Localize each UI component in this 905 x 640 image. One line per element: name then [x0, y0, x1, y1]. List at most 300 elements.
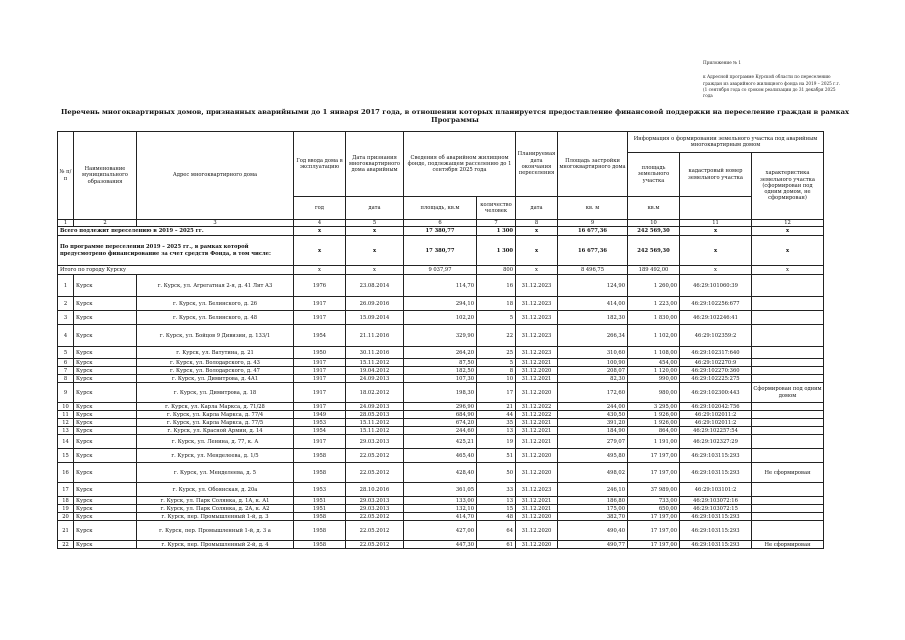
header-built-area: Площадь застройки многоквартирного дома: [558, 132, 628, 197]
total-cell: х: [346, 227, 404, 236]
total-cell: х: [680, 227, 752, 236]
address-cell: г. Курск, ул. Ватутина, д. 21: [137, 347, 294, 359]
built-area-cell: 279,07: [558, 435, 628, 449]
year-built-cell: 1958: [294, 521, 346, 541]
people-count-cell: 48: [477, 513, 516, 521]
land-characteristic-cell: [752, 347, 824, 359]
planned-date-cell: 31.12.2020: [516, 521, 558, 541]
row-num-cell: 22: [58, 541, 74, 549]
row-num-cell: 11: [58, 411, 74, 419]
total-cell: х: [680, 266, 752, 275]
table-row: [58, 513, 824, 521]
area-sqm-cell: 674,20: [404, 419, 477, 427]
row-num-cell: 20: [58, 513, 74, 521]
municipality-cell: Курск: [74, 383, 137, 403]
land-area-cell: 17 197,00: [628, 449, 680, 463]
built-area-cell: 490,40: [558, 521, 628, 541]
col-number: 11: [680, 220, 752, 227]
planned-date-cell: 31.12.2021: [516, 505, 558, 513]
land-characteristic-cell: [752, 521, 824, 541]
date-recognized-cell: 30.11.2016: [346, 347, 404, 359]
total-cell: х: [294, 236, 346, 266]
land-area-cell: 990,00: [628, 375, 680, 383]
table-row: [58, 359, 824, 367]
built-area-cell: 182,30: [558, 311, 628, 325]
cadastral-number-cell: 46:29:102359:2: [680, 325, 752, 347]
area-sqm-cell: 132,10: [404, 505, 477, 513]
municipality-cell: Курск: [74, 325, 137, 347]
cadastral-number-cell: 46:29:102317:640: [680, 347, 752, 359]
land-characteristic-cell: [752, 497, 824, 505]
year-built-cell: 1917: [294, 297, 346, 311]
land-area-cell: 17 197,00: [628, 463, 680, 483]
page-title: Перечень многоквартирных домов, признанных аварийными до 1 января 2017 года, в отношении которых планируется предоставление финансовой поддержки на переселение граждан в рамках Программы: [60, 108, 850, 124]
date-recognized-cell: 21.11.2016: [346, 325, 404, 347]
year-built-cell: 1958: [294, 513, 346, 521]
land-characteristic-cell: [752, 483, 824, 497]
land-area-cell: 1 926,00: [628, 419, 680, 427]
built-area-cell: 186,80: [558, 497, 628, 505]
people-count-cell: 15: [477, 505, 516, 513]
table-row: [58, 325, 824, 347]
date-recognized-cell: 22.05.2012: [346, 521, 404, 541]
municipality-cell: Курск: [74, 347, 137, 359]
unit-area: площадь, кв.м: [404, 197, 477, 220]
appendix-text: к Адресной программе Курской области по переселению граждан из аварийного жилищного фонда на 2019 – 2025 г.г. (1 сентября года со сроком реализации до 31 декабря 2025 года: [703, 74, 841, 99]
table-row: [58, 311, 824, 325]
land-area-cell: 1 102,00: [628, 325, 680, 347]
year-built-cell: 1917: [294, 367, 346, 375]
row-num-cell: 12: [58, 419, 74, 427]
appendix-label: Приложение № 1: [703, 60, 741, 65]
total-label: Всего подлежит переселению в 2019 – 2025 гг.: [58, 227, 294, 236]
land-characteristic-cell: [752, 419, 824, 427]
header-municipality: Наименование муниципального образования: [74, 132, 137, 220]
people-count-cell: 13: [477, 427, 516, 435]
row-num-cell: 5: [58, 347, 74, 359]
date-recognized-cell: 24.09.2013: [346, 403, 404, 411]
date-recognized-cell: 22.05.2012: [346, 541, 404, 549]
area-sqm-cell: 294,10: [404, 297, 477, 311]
built-area-cell: 82,30: [558, 375, 628, 383]
planned-date-cell: 31.12.2023: [516, 275, 558, 297]
total-row-city: [58, 266, 824, 275]
land-area-cell: 864,00: [628, 427, 680, 435]
cadastral-number-cell: 46:29:103101:2: [680, 483, 752, 497]
table-row: [58, 419, 824, 427]
municipality-cell: Курск: [74, 427, 137, 435]
people-count-cell: 18: [477, 297, 516, 311]
people-count-cell: 35: [477, 419, 516, 427]
row-num-cell: 18: [58, 497, 74, 505]
year-built-cell: 1954: [294, 325, 346, 347]
address-cell: г. Курск, ул. Карла Маркса, д. 71/28: [137, 403, 294, 411]
municipality-cell: Курск: [74, 521, 137, 541]
date-recognized-cell: 22.05.2012: [346, 513, 404, 521]
area-sqm-cell: 465,40: [404, 449, 477, 463]
table-row: [58, 505, 824, 513]
table-row: [58, 497, 824, 505]
total-cell: х: [346, 266, 404, 275]
land-area-cell: 1 223,00: [628, 297, 680, 311]
row-num-cell: 1: [58, 275, 74, 297]
table-row: [58, 403, 824, 411]
people-count-cell: 5: [477, 311, 516, 325]
row-num-cell: 10: [58, 403, 74, 411]
total-label: Итого по городу Курску: [58, 266, 294, 275]
municipality-cell: Курск: [74, 483, 137, 497]
address-cell: г. Курск, ул. Агрегатная 2-я, д. 41 Лит А3: [137, 275, 294, 297]
built-area-cell: 391,20: [558, 419, 628, 427]
land-characteristic-cell: [752, 311, 824, 325]
date-recognized-cell: 24.09.2013: [346, 375, 404, 383]
people-count-cell: 44: [477, 411, 516, 419]
area-sqm-cell: 427,00: [404, 521, 477, 541]
people-count-cell: 21: [477, 403, 516, 411]
col-number: 10: [628, 220, 680, 227]
people-count-cell: 22: [477, 325, 516, 347]
land-area-cell: 1 191,00: [628, 435, 680, 449]
built-area-cell: 100,90: [558, 359, 628, 367]
land-area-cell: 650,00: [628, 505, 680, 513]
land-characteristic-cell: [752, 367, 824, 375]
people-count-cell: 19: [477, 435, 516, 449]
year-built-cell: 1949: [294, 411, 346, 419]
municipality-cell: Курск: [74, 449, 137, 463]
address-cell: г. Курск, ул. Бойцов 9 Дивизии, д. 133/1: [137, 325, 294, 347]
header-date-recognized: Дата признания многоквартирного дома аварийным: [346, 132, 404, 197]
unit-date: дата: [346, 197, 404, 220]
table-row: [58, 541, 824, 549]
land-area-cell: 1 108,00: [628, 347, 680, 359]
row-num-cell: 15: [58, 449, 74, 463]
table-row: [58, 297, 824, 311]
planned-date-cell: 31.12.2020: [516, 383, 558, 403]
unit-year: год: [294, 197, 346, 220]
area-sqm-cell: 102,20: [404, 311, 477, 325]
col-number: 5: [346, 220, 404, 227]
municipality-cell: Курск: [74, 311, 137, 325]
address-cell: г. Курск, ул. Менделеева, д. 1/5: [137, 449, 294, 463]
col-number: 3: [137, 220, 294, 227]
table-row: [58, 449, 824, 463]
row-num-cell: 3: [58, 311, 74, 325]
planned-date-cell: 31.12.2021: [516, 497, 558, 505]
planned-date-cell: 31.12.2020: [516, 541, 558, 549]
total-cell: 242 569,30: [628, 236, 680, 266]
planned-date-cell: 31.12.2022: [516, 403, 558, 411]
year-built-cell: 1953: [294, 419, 346, 427]
total-cell: 17 380,77: [404, 236, 477, 266]
area-sqm-cell: 133,00: [404, 497, 477, 505]
planned-date-cell: 31.12.2023: [516, 311, 558, 325]
address-cell: г. Курск, ул. Парк Солянка, д. 2А, к. А2: [137, 505, 294, 513]
people-count-cell: 25: [477, 347, 516, 359]
table-row: [58, 427, 824, 435]
row-num-cell: 19: [58, 505, 74, 513]
built-area-cell: 172,60: [558, 383, 628, 403]
date-recognized-cell: 28.10.2016: [346, 483, 404, 497]
people-count-cell: 64: [477, 521, 516, 541]
municipality-cell: Курск: [74, 513, 137, 521]
total-cell: х: [294, 227, 346, 236]
cadastral-number-cell: 46:29:103115:293: [680, 521, 752, 541]
column-numbers-row: [58, 220, 824, 227]
header-year-built: Год ввода дома в эксплуатацию: [294, 132, 346, 197]
land-characteristic-cell: [752, 427, 824, 435]
address-cell: г. Курск, пер. Промышленный 2-й, д. 4: [137, 541, 294, 549]
year-built-cell: 1953: [294, 483, 346, 497]
planned-date-cell: 31.12.2020: [516, 463, 558, 483]
year-built-cell: 1951: [294, 505, 346, 513]
land-characteristic-cell: [752, 411, 824, 419]
row-num-cell: 2: [58, 297, 74, 311]
municipality-cell: Курск: [74, 297, 137, 311]
date-recognized-cell: 18.02.2012: [346, 383, 404, 403]
col-number: 8: [516, 220, 558, 227]
col-number: 7: [477, 220, 516, 227]
planned-date-cell: 31.12.2023: [516, 325, 558, 347]
area-sqm-cell: 107,30: [404, 375, 477, 383]
header-land-area: площадь земельного участка: [628, 153, 680, 197]
people-count-cell: 17: [477, 383, 516, 403]
land-area-cell: 1 926,00: [628, 411, 680, 419]
municipality-cell: Курск: [74, 367, 137, 375]
cadastral-number-cell: 46:29:103072:16: [680, 497, 752, 505]
built-area-cell: 208,07: [558, 367, 628, 375]
municipality-cell: Курск: [74, 359, 137, 367]
total-cell: х: [752, 236, 824, 266]
area-sqm-cell: 296,90: [404, 403, 477, 411]
year-built-cell: 1958: [294, 463, 346, 483]
built-area-cell: 124,90: [558, 275, 628, 297]
built-area-cell: 495,80: [558, 449, 628, 463]
table-row: [58, 383, 824, 403]
cadastral-number-cell: 46:29:102257:54: [680, 427, 752, 435]
year-built-cell: 1917: [294, 435, 346, 449]
total-cell: х: [516, 227, 558, 236]
housing-table: [57, 131, 824, 549]
header-emergency-info: Сведения об аварийном жилищном фонде, подлежащем расселению до 1 сентября 2025 года: [404, 132, 516, 197]
built-area-cell: 382,70: [558, 513, 628, 521]
year-built-cell: 1976: [294, 275, 346, 297]
municipality-cell: Курск: [74, 403, 137, 411]
planned-date-cell: 31.12.2022: [516, 411, 558, 419]
municipality-cell: Курск: [74, 541, 137, 549]
planned-date-cell: 31.12.2023: [516, 297, 558, 311]
col-number: 12: [752, 220, 824, 227]
table-row: [58, 483, 824, 497]
col-number: 2: [74, 220, 137, 227]
total-cell: х: [346, 236, 404, 266]
cadastral-number-cell: 46:29:102327:29: [680, 435, 752, 449]
address-cell: г. Курск, ул. Володарского, д. 43: [137, 359, 294, 367]
table-row: [58, 375, 824, 383]
header-land-char: характеристика земельного участка (сформирован под одним домом, не сформирован): [752, 153, 824, 220]
row-num-cell: 14: [58, 435, 74, 449]
year-built-cell: 1958: [294, 449, 346, 463]
table-row: [58, 367, 824, 375]
land-characteristic-cell: [752, 513, 824, 521]
year-built-cell: 1958: [294, 541, 346, 549]
land-area-cell: 733,00: [628, 497, 680, 505]
people-count-cell: 61: [477, 541, 516, 549]
area-sqm-cell: 198,30: [404, 383, 477, 403]
row-num-cell: 13: [58, 427, 74, 435]
date-recognized-cell: 22.05.2012: [346, 463, 404, 483]
people-count-cell: 50: [477, 463, 516, 483]
date-recognized-cell: 29.03.2013: [346, 435, 404, 449]
people-count-cell: 8: [477, 367, 516, 375]
planned-date-cell: 31.12.2021: [516, 427, 558, 435]
row-num-cell: 17: [58, 483, 74, 497]
year-built-cell: 1950: [294, 347, 346, 359]
area-sqm-cell: 425,21: [404, 435, 477, 449]
planned-date-cell: 31.12.2020: [516, 513, 558, 521]
col-number: 6: [404, 220, 477, 227]
municipality-cell: Курск: [74, 497, 137, 505]
built-area-cell: 430,50: [558, 411, 628, 419]
date-recognized-cell: 19.04.2012: [346, 367, 404, 375]
total-cell: 1 300: [477, 227, 516, 236]
date-recognized-cell: 15.11.2012: [346, 359, 404, 367]
land-area-cell: 17 197,00: [628, 521, 680, 541]
table-row: [58, 521, 824, 541]
municipality-cell: Курск: [74, 435, 137, 449]
cadastral-number-cell: 46:29:103115:293: [680, 463, 752, 483]
planned-date-cell: 31.12.2020: [516, 367, 558, 375]
address-cell: г. Курск, ул. Карла Маркса, д. 77/5: [137, 419, 294, 427]
cadastral-number-cell: 46:29:103115:293: [680, 541, 752, 549]
col-number: 1: [58, 220, 74, 227]
total-row-program: [58, 236, 824, 266]
year-built-cell: 1917: [294, 375, 346, 383]
header-cadastral: кадастровый номер земельного участка: [680, 153, 752, 197]
people-count-cell: 5: [477, 359, 516, 367]
area-sqm-cell: 264,20: [404, 347, 477, 359]
table-row: [58, 411, 824, 419]
land-area-cell: 17 197,00: [628, 541, 680, 549]
total-row-all: [58, 227, 824, 236]
total-cell: х: [680, 236, 752, 266]
date-recognized-cell: 15.11.2012: [346, 427, 404, 435]
cadastral-number-cell: 46:29:102270:360: [680, 367, 752, 375]
cadastral-number-cell: 46:29:102270:9: [680, 359, 752, 367]
total-cell: х: [516, 266, 558, 275]
table-row: [58, 275, 824, 297]
total-cell: 800: [477, 266, 516, 275]
land-characteristic-cell: [752, 505, 824, 513]
year-built-cell: 1917: [294, 403, 346, 411]
land-characteristic-cell: Не сформирован: [752, 463, 824, 483]
planned-date-cell: 31.12.2020: [516, 449, 558, 463]
address-cell: г. Курск, ул. Карла Маркса, д. 77/4: [137, 411, 294, 419]
total-cell: 16 677,36: [558, 227, 628, 236]
address-cell: г. Курск, ул. Белинского, д. 48: [137, 311, 294, 325]
table-row: [58, 347, 824, 359]
municipality-cell: Курск: [74, 505, 137, 513]
built-area-cell: 266,34: [558, 325, 628, 347]
cadastral-number-cell: 46:29:102225:275: [680, 375, 752, 383]
header-land-info: Информация о формировании земельного участка под аварийным многоквартирным домом: [628, 132, 824, 153]
total-cell: х: [752, 266, 824, 275]
year-built-cell: 1951: [294, 497, 346, 505]
area-sqm-cell: 114,70: [404, 275, 477, 297]
area-sqm-cell: 447,30: [404, 541, 477, 549]
people-count-cell: 16: [477, 275, 516, 297]
built-area-cell: 184,90: [558, 427, 628, 435]
land-characteristic-cell: [752, 359, 824, 367]
header-address: Адрес многоквартирного дома: [137, 132, 294, 220]
cadastral-number-cell: 46:29:103115:293: [680, 449, 752, 463]
date-recognized-cell: 26.09.2016: [346, 297, 404, 311]
year-built-cell: 1917: [294, 311, 346, 325]
year-built-cell: 1917: [294, 359, 346, 367]
land-characteristic-cell: Не сформирован: [752, 541, 824, 549]
total-label: По программе переселения 2019 – 2025 гг., в рамках которой предусмотрено финансирование за счет средств Фонда, в том числе:: [58, 236, 294, 266]
cadastral-number-cell: 46:29:103115:293: [680, 513, 752, 521]
address-cell: г. Курск, ул. Володарского, д. 47: [137, 367, 294, 375]
area-sqm-cell: 361,05: [404, 483, 477, 497]
area-sqm-cell: 244,60: [404, 427, 477, 435]
address-cell: г. Курск, пер. Промышленный 1-й, д. 3 а: [137, 521, 294, 541]
built-area-cell: 175,00: [558, 505, 628, 513]
table-row: [58, 463, 824, 483]
built-area-cell: 414,00: [558, 297, 628, 311]
address-cell: г. Курск, ул. Парк Солянка, д. 1А, к. А1: [137, 497, 294, 505]
row-num-cell: 4: [58, 325, 74, 347]
address-cell: г. Курск, пер. Промышленный 1-й, д. 3: [137, 513, 294, 521]
cadastral-number-cell: 46:29:102011:2: [680, 419, 752, 427]
planned-date-cell: 31.12.2021: [516, 359, 558, 367]
planned-date-cell: 31.12.2021: [516, 375, 558, 383]
planned-date-cell: 31.12.2021: [516, 435, 558, 449]
date-recognized-cell: 15.09.2014: [346, 311, 404, 325]
row-num-cell: 16: [58, 463, 74, 483]
row-num-cell: 9: [58, 383, 74, 403]
row-num-cell: 7: [58, 367, 74, 375]
land-characteristic-cell: [752, 275, 824, 297]
land-characteristic-cell: [752, 449, 824, 463]
appendix-note: [703, 60, 843, 99]
unit-empty: [680, 197, 752, 220]
land-characteristic-cell: [752, 375, 824, 383]
municipality-cell: Курск: [74, 463, 137, 483]
total-cell: 189 492,00: [628, 266, 680, 275]
address-cell: г. Курск, ул. Менделеева, д. 5: [137, 463, 294, 483]
built-area-cell: 498,02: [558, 463, 628, 483]
built-area-cell: 246,10: [558, 483, 628, 497]
municipality-cell: Курск: [74, 411, 137, 419]
municipality-cell: Курск: [74, 375, 137, 383]
total-cell: 1 300: [477, 236, 516, 266]
municipality-cell: Курск: [74, 419, 137, 427]
date-recognized-cell: 29.03.2013: [346, 505, 404, 513]
date-recognized-cell: 28.05.2013: [346, 411, 404, 419]
planned-date-cell: 31.12.2021: [516, 419, 558, 427]
date-recognized-cell: 23.08.2014: [346, 275, 404, 297]
built-area-cell: 310,60: [558, 347, 628, 359]
total-cell: 242 569,30: [628, 227, 680, 236]
year-built-cell: 1917: [294, 383, 346, 403]
date-recognized-cell: 22.05.2012: [346, 449, 404, 463]
cadastral-number-cell: 46:29:102300:443: [680, 383, 752, 403]
people-count-cell: 33: [477, 483, 516, 497]
total-cell: 17 380,77: [404, 227, 477, 236]
cadastral-number-cell: 46:29:102011:2: [680, 411, 752, 419]
cadastral-number-cell: 46:29:102246:41: [680, 311, 752, 325]
cadastral-number-cell: 46:29:101060:39: [680, 275, 752, 297]
